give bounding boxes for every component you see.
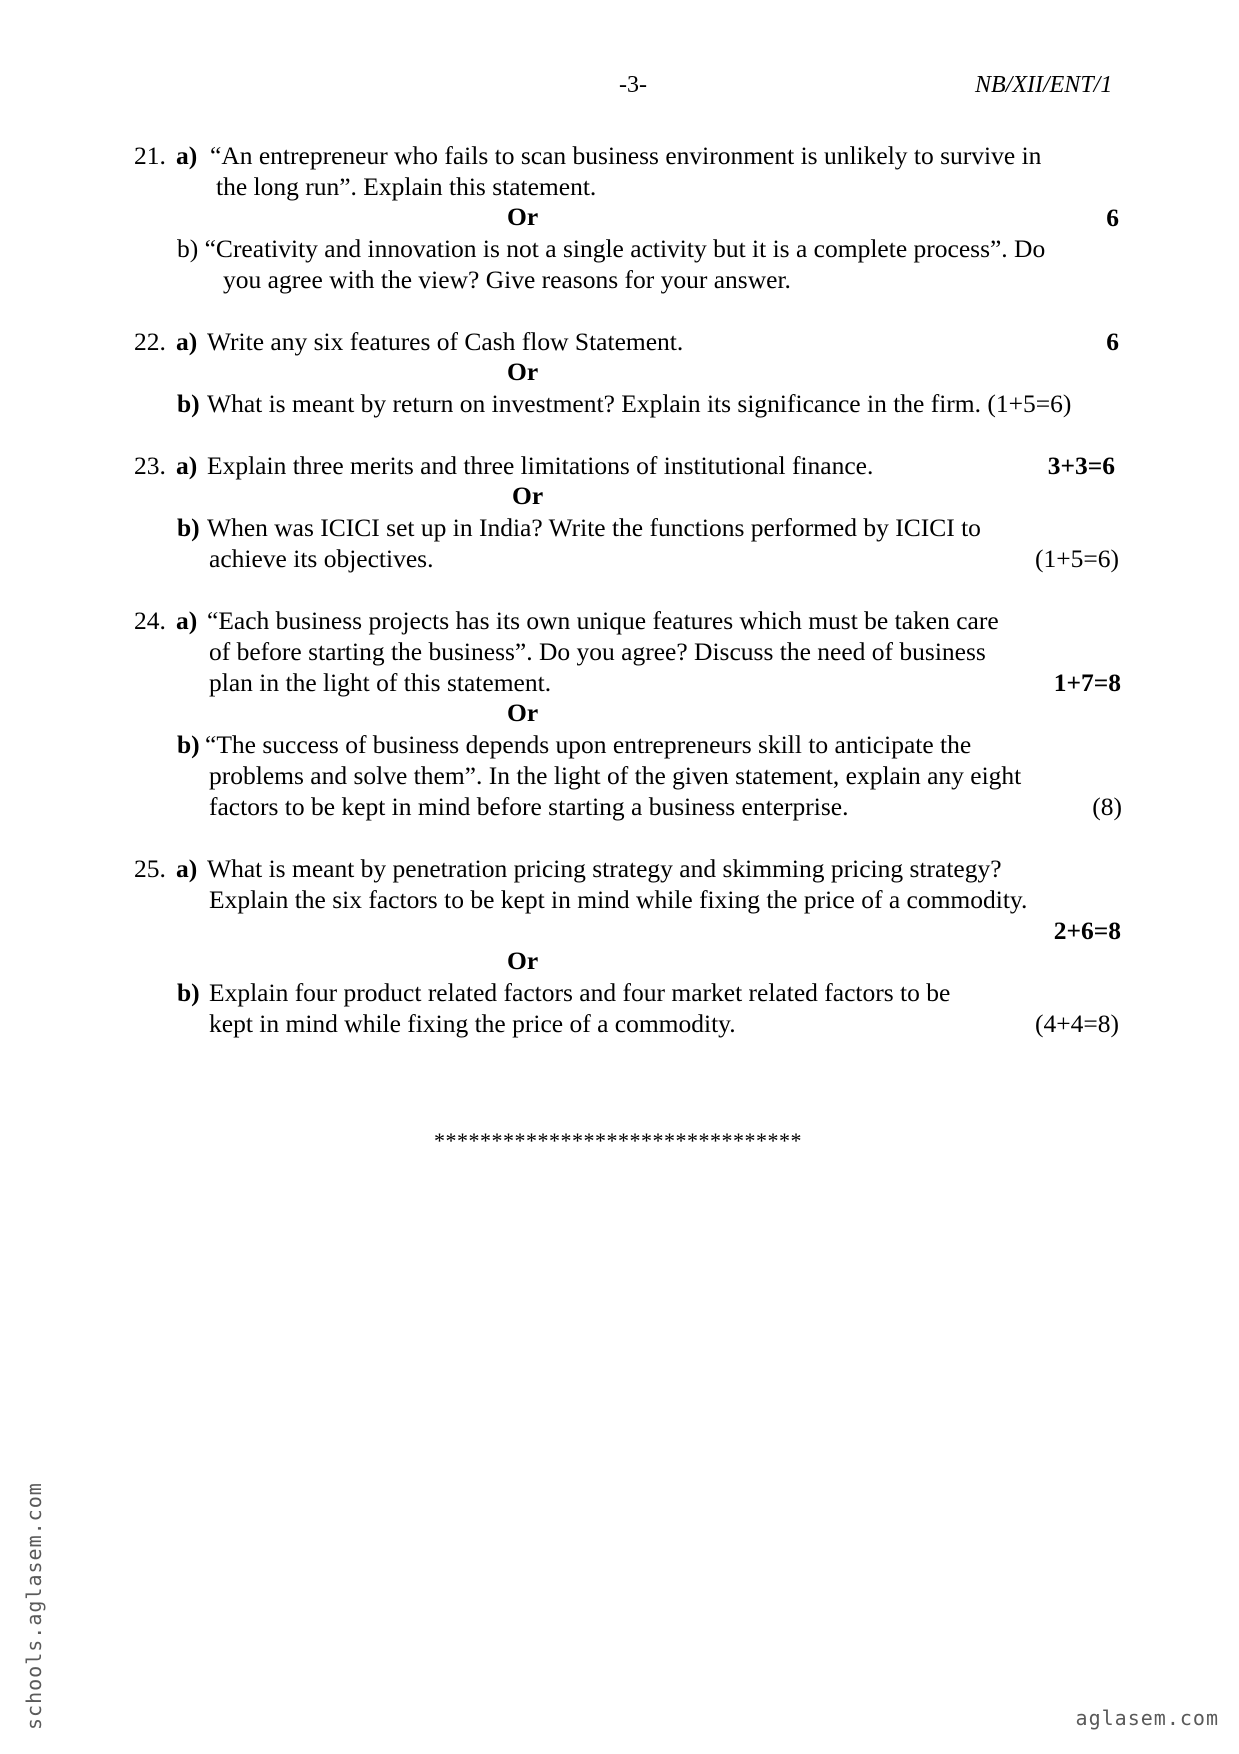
question-24b-text-line1: “The success of business depends upon entrepreneurs skill to anticipate the [205, 730, 972, 759]
question-22-number: 22. [134, 327, 166, 356]
question-21a-label: a) [176, 141, 198, 170]
question-21a-text-line1: “An entrepreneur who fails to scan business environment is unlikely to survive in [210, 141, 1042, 170]
question-25b-text-line2: kept in mind while fixing the price of a commodity. [209, 1009, 736, 1038]
question-25b-text-line1: Explain four product related factors and four market related factors to be [209, 978, 951, 1007]
question-22-or: Or [507, 357, 539, 386]
question-21b-text-line1: b) “Creativity and innovation is not a single activity but it is a complete process”. Do [177, 234, 1046, 263]
question-21b-text-line2: you agree with the view? Give reasons for your answer. [223, 265, 791, 294]
question-24-or: Or [507, 698, 539, 727]
footer-watermark: aglasem.com [1075, 1706, 1219, 1730]
question-24b-text-line2: problems and solve them”. In the light of the given statement, explain any eight [209, 761, 1022, 790]
question-21-or: Or [507, 202, 539, 231]
question-23b-marks: (1+5=6) [1035, 544, 1119, 573]
question-24a-text-line1: “Each business projects has its own unique features which must be taken care [207, 606, 999, 635]
question-24-number: 24. [134, 606, 166, 635]
question-24a-text-line2: of before starting the business”. Do you agree? Discuss the need of business [209, 637, 986, 666]
question-24a-text-line3: plan in the light of this statement. [209, 668, 552, 697]
question-22a-text: Write any six features of Cash flow Statement. [207, 327, 684, 356]
question-22b-label: b) [177, 389, 200, 418]
question-23-or: Or [512, 481, 544, 510]
question-23-marks: 3+3=6 [1047, 451, 1115, 480]
question-23b-label: b) [177, 513, 200, 542]
side-watermark: schools.aglasem.com [22, 1482, 46, 1730]
question-22a-label: a) [176, 327, 198, 356]
question-25b-marks: (4+4=8) [1035, 1009, 1119, 1038]
question-24-marks: 1+7=8 [1053, 668, 1121, 697]
question-23b-text-line1: When was ICICI set up in India? Write the functions performed by ICICI to [207, 513, 981, 542]
question-24a-label: a) [176, 606, 198, 635]
question-21-number: 21. [134, 141, 166, 170]
question-22-marks: 6 [1106, 327, 1119, 356]
question-25-or: Or [507, 946, 539, 975]
question-24b-marks: (8) [1092, 792, 1122, 821]
question-23a-text: Explain three merits and three limitations of institutional finance. [207, 451, 874, 480]
question-23b-text-line2: achieve its objectives. [209, 544, 434, 573]
question-23a-label: a) [176, 451, 198, 480]
end-of-paper-marker: ******************************** [434, 1128, 802, 1153]
question-25a-label: a) [176, 854, 198, 883]
question-25a-text-line2: Explain the six factors to be kept in mind while fixing the price of a commodity. [209, 885, 1028, 914]
paper-code: NB/XII/ENT/1 [975, 72, 1113, 98]
question-23-number: 23. [134, 451, 166, 480]
question-25a-text-line1: What is meant by penetration pricing strategy and skimming pricing strategy? [207, 854, 1002, 883]
question-21-marks: 6 [1106, 203, 1119, 232]
question-24b-text-line3: factors to be kept in mind before starting a business enterprise. [209, 792, 849, 821]
question-25-number: 25. [134, 854, 166, 883]
question-25-marks: 2+6=8 [1053, 916, 1121, 945]
question-21a-text-line2: the long run”. Explain this statement. [216, 172, 597, 201]
question-24b-label: b) [177, 730, 200, 759]
page-number: -3- [619, 72, 647, 98]
question-25b-label: b) [177, 978, 200, 1007]
question-22b-text: What is meant by return on investment? Explain its significance in the firm. (1+5=6) [207, 389, 1072, 418]
